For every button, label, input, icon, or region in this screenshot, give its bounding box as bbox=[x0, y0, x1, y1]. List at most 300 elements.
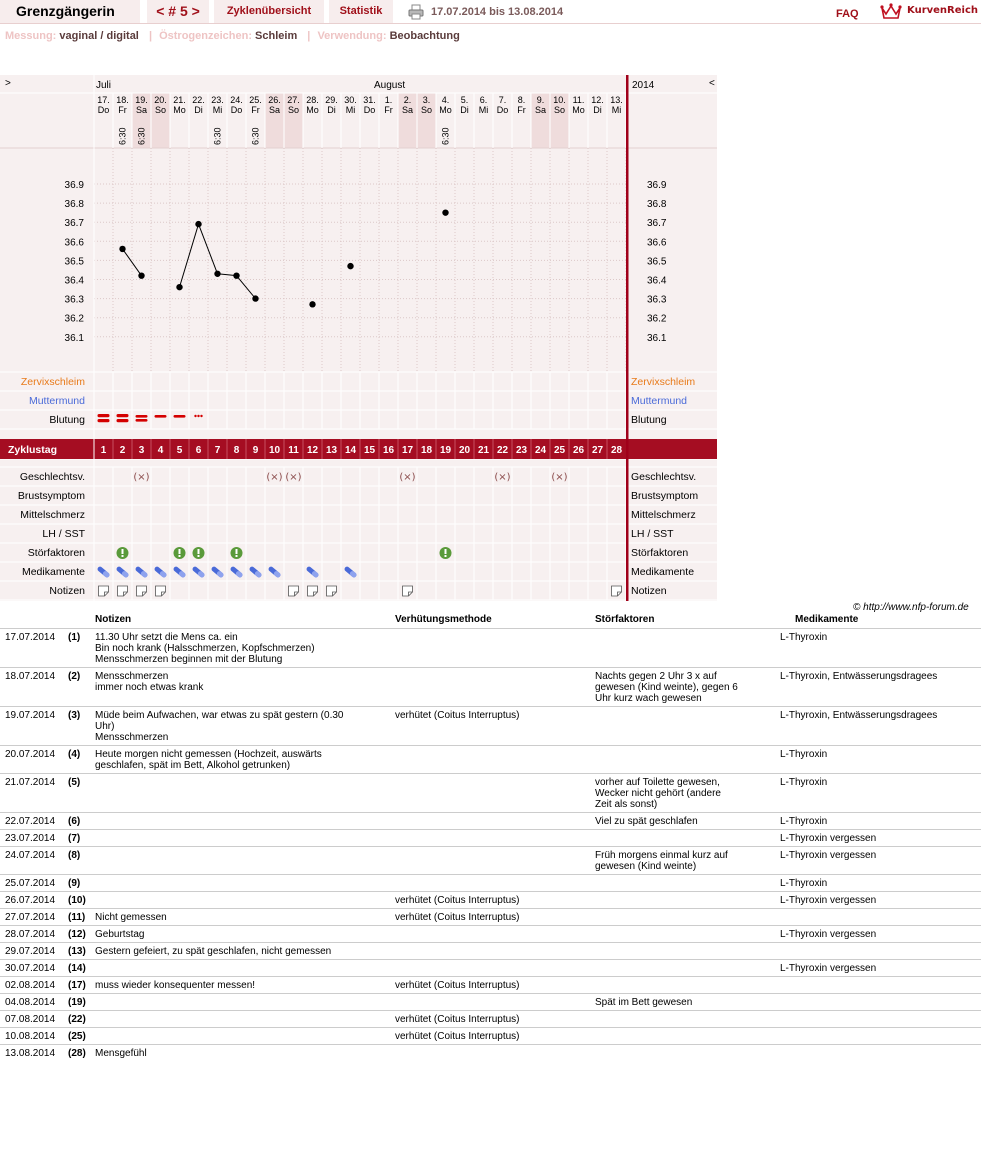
note-date: 02.08.2014 bbox=[5, 980, 56, 991]
pill-icon bbox=[173, 566, 187, 579]
note-medication: L-Thyroxin, Entwässerungsdragees bbox=[780, 671, 938, 682]
note-disturbance: Spät im Bett gewesen bbox=[595, 997, 693, 1008]
temperature-point[interactable] bbox=[176, 284, 182, 290]
note-cycle-day: (14) bbox=[68, 963, 86, 974]
pill-icon bbox=[268, 566, 282, 579]
table-row bbox=[0, 891, 981, 908]
cycle-day-number: 21 bbox=[477, 445, 490, 456]
note-date: 26.07.2014 bbox=[5, 895, 56, 906]
temp-axis-label-right: 36.7 bbox=[647, 218, 667, 230]
header-medication: Medikamente bbox=[795, 614, 859, 625]
day-date: 25. bbox=[249, 95, 262, 105]
pill-icon bbox=[135, 566, 149, 579]
row-label-right: LH / SST bbox=[631, 528, 674, 540]
day-weekday: So bbox=[553, 105, 566, 115]
day-date: 30. bbox=[344, 95, 357, 105]
table-row bbox=[0, 667, 981, 706]
warning-icon bbox=[231, 547, 243, 559]
intercourse-icon bbox=[266, 472, 282, 483]
note-icon[interactable] bbox=[308, 586, 318, 596]
separator: | bbox=[148, 30, 153, 42]
day-date: 2. bbox=[403, 95, 412, 105]
cycle-day-number: 19 bbox=[439, 445, 452, 456]
pill-icon bbox=[344, 566, 358, 579]
cycle-day-number: 14 bbox=[344, 445, 357, 456]
table-row bbox=[0, 874, 981, 891]
tab-cycle-overview[interactable]: Zyklenübersicht bbox=[214, 0, 324, 23]
temperature-point[interactable] bbox=[138, 272, 144, 278]
table-row bbox=[0, 1010, 981, 1027]
day-date: 18. bbox=[116, 95, 129, 105]
day-date: 12. bbox=[591, 95, 604, 105]
cycle-chart-svg bbox=[0, 75, 717, 601]
note-cycle-day: (9) bbox=[68, 878, 81, 889]
note-method: verhütet (Coitus Interruptus) bbox=[395, 710, 520, 721]
cycle-day-number: 27 bbox=[591, 445, 604, 456]
cycle-day-number: 2 bbox=[119, 445, 126, 456]
day-date: 11. bbox=[572, 95, 585, 105]
day-weekday: Sa bbox=[268, 105, 281, 115]
tab-statistics[interactable]: Statistik bbox=[329, 0, 393, 23]
cycle-day-number: 26 bbox=[572, 445, 585, 456]
day-weekday: So bbox=[287, 105, 300, 115]
note-icon[interactable] bbox=[118, 586, 128, 596]
note-icon[interactable] bbox=[289, 586, 299, 596]
month-label: August bbox=[374, 80, 406, 91]
note-cycle-day: (7) bbox=[68, 833, 81, 844]
note-method: verhütet (Coitus Interruptus) bbox=[395, 895, 520, 906]
temp-axis-label-left: 36.7 bbox=[64, 218, 84, 230]
note-cycle-day: (13) bbox=[68, 946, 86, 957]
day-weekday: Mo bbox=[173, 105, 186, 115]
note-cycle-day: (3) bbox=[68, 710, 81, 721]
table-row bbox=[0, 959, 981, 976]
note-cycle-day: (4) bbox=[68, 749, 81, 760]
note-cycle-day: (28) bbox=[68, 1048, 86, 1059]
temp-axis-label-left: 36.4 bbox=[64, 275, 84, 287]
cycle-day-number: 15 bbox=[363, 445, 376, 456]
day-weekday: So bbox=[154, 105, 167, 115]
note-icon[interactable] bbox=[403, 586, 413, 596]
bleeding-icon bbox=[155, 415, 167, 418]
separator: | bbox=[307, 30, 311, 42]
row-label-left: Störfaktoren bbox=[27, 547, 85, 559]
pill-icon bbox=[97, 566, 111, 579]
temp-axis-label-left: 36.2 bbox=[64, 313, 84, 325]
copyright: © http://www.nfp-forum.de bbox=[853, 602, 969, 613]
pill-icon bbox=[249, 566, 263, 579]
day-date: 5. bbox=[460, 95, 469, 105]
note-medication: L-Thyroxin vergessen bbox=[780, 963, 877, 974]
day-weekday: Sa bbox=[135, 105, 148, 115]
day-weekday: Di bbox=[327, 105, 336, 115]
row-label-left: Zervixschleim bbox=[20, 376, 85, 388]
note-date: 13.08.2014 bbox=[5, 1048, 56, 1059]
day-date: 21. bbox=[173, 95, 186, 105]
note-method: verhütet (Coitus Interruptus) bbox=[395, 1031, 520, 1042]
measure-time: 6:30 bbox=[440, 127, 451, 145]
cycle-day-number: 11 bbox=[288, 445, 299, 456]
header-method: Verhütungsmethode bbox=[395, 614, 492, 625]
day-date: 10. bbox=[553, 95, 566, 105]
day-date: 24. bbox=[230, 95, 243, 105]
table-row bbox=[0, 706, 981, 745]
measurement-settings bbox=[5, 30, 463, 42]
temp-axis-label-right: 36.1 bbox=[647, 332, 667, 344]
svg-text:(×): (×) bbox=[399, 472, 416, 483]
warning-icon bbox=[117, 547, 129, 559]
temp-axis-label-left: 36.6 bbox=[64, 237, 84, 249]
row-label-left: Blutung bbox=[49, 414, 85, 426]
note-date: 25.07.2014 bbox=[5, 878, 56, 889]
day-date: 6. bbox=[479, 95, 488, 105]
note-date: 22.07.2014 bbox=[5, 816, 56, 827]
note-cycle-day: (22) bbox=[68, 1014, 86, 1025]
note-cycle-day: (17) bbox=[68, 980, 86, 991]
svg-text:(×): (×) bbox=[285, 472, 302, 483]
note-medication: L-Thyroxin, Entwässerungsdragees bbox=[780, 710, 938, 721]
faq-link[interactable]: FAQ bbox=[836, 8, 859, 20]
note-icon[interactable] bbox=[137, 586, 147, 596]
cycle-day-label: Zyklustag bbox=[8, 444, 58, 456]
nav-next-button[interactable]: < bbox=[709, 78, 715, 89]
header-notes: Notizen bbox=[95, 614, 132, 625]
day-date: 28. bbox=[306, 95, 319, 105]
temperature-point[interactable] bbox=[195, 221, 201, 227]
note-date: 20.07.2014 bbox=[5, 749, 56, 760]
note-disturbance: Früh morgens einmal kurz auf gewesen (Kind weinte) bbox=[595, 850, 728, 872]
note-date: 30.07.2014 bbox=[5, 963, 56, 974]
temperature-point[interactable] bbox=[214, 271, 220, 277]
table-row bbox=[0, 812, 981, 829]
estrogen-label: Östrogenzeichen: bbox=[159, 30, 252, 42]
day-date: 3. bbox=[422, 95, 431, 105]
table-row bbox=[0, 829, 981, 846]
day-date: 29. bbox=[325, 95, 338, 105]
row-label-right: Zervixschleim bbox=[631, 376, 696, 388]
note-medication: L-Thyroxin bbox=[780, 816, 828, 827]
note-cycle-day: (5) bbox=[68, 777, 81, 788]
day-weekday: Mo bbox=[306, 105, 319, 115]
note-icon[interactable] bbox=[99, 586, 109, 596]
row-label-left: Medikamente bbox=[21, 566, 85, 578]
intercourse-icon bbox=[285, 472, 301, 483]
cycle-day-number: 18 bbox=[420, 445, 433, 456]
cycle-day-number: 6 bbox=[195, 445, 202, 456]
printer-icon[interactable] bbox=[408, 4, 424, 20]
note-cycle-day: (8) bbox=[68, 850, 81, 861]
note-icon[interactable] bbox=[156, 586, 166, 596]
day-weekday: Sa bbox=[401, 105, 414, 115]
measure-label: Messung: bbox=[5, 30, 57, 42]
nav-prev-button[interactable]: > bbox=[5, 78, 11, 89]
day-weekday: Mo bbox=[439, 105, 452, 115]
day-date: 19. bbox=[135, 95, 148, 105]
note-icon[interactable] bbox=[327, 586, 337, 596]
cycle-day-number: 10 bbox=[268, 445, 281, 456]
note-icon[interactable] bbox=[612, 586, 622, 596]
note-medication: L-Thyroxin bbox=[780, 878, 828, 889]
note-date: 10.08.2014 bbox=[5, 1031, 56, 1042]
note-text: 11.30 Uhr setzt die Mens ca. ein Bin noch krank (Halsschmerzen, Kopfschmerzen) Mensschmerzen beginnen mit der Blutung bbox=[95, 632, 315, 665]
temp-axis-label-right: 36.8 bbox=[647, 199, 667, 211]
temperature-segment bbox=[199, 224, 218, 274]
day-weekday: Fr bbox=[517, 105, 526, 115]
note-cycle-day: (11) bbox=[68, 912, 86, 923]
note-date: 04.08.2014 bbox=[5, 997, 56, 1008]
row-label-left: Mittelschmerz bbox=[20, 509, 85, 521]
cycle-day-number: 23 bbox=[515, 445, 528, 456]
row-label-left: LH / SST bbox=[42, 528, 85, 540]
temperature-point[interactable] bbox=[252, 295, 258, 301]
measure-time: 6:30 bbox=[117, 127, 128, 145]
note-cycle-day: (12) bbox=[68, 929, 86, 940]
temp-axis-label-right: 36.9 bbox=[647, 180, 667, 191]
intercourse-icon bbox=[399, 472, 415, 483]
table-row bbox=[0, 976, 981, 993]
username: Grenzgängerin bbox=[0, 0, 140, 23]
note-date: 17.07.2014 bbox=[5, 632, 56, 643]
cycle-day-number: 12 bbox=[306, 445, 319, 456]
day-date: 20. bbox=[154, 95, 167, 105]
cycle-day-number: 17 bbox=[401, 445, 414, 456]
pill-icon bbox=[230, 566, 244, 579]
day-date: 17. bbox=[97, 95, 110, 105]
intercourse-icon bbox=[133, 472, 149, 483]
day-date: 26. bbox=[268, 95, 281, 105]
cycle-day-number: 28 bbox=[610, 445, 623, 456]
note-cycle-day: (10) bbox=[68, 895, 86, 906]
day-weekday: Do bbox=[97, 105, 110, 115]
temp-axis-label-right: 36.6 bbox=[647, 237, 667, 249]
header-disturbances: Störfaktoren bbox=[595, 614, 655, 625]
pill-icon bbox=[211, 566, 225, 579]
cycle-day-number: 7 bbox=[214, 445, 221, 456]
bleeding-icon bbox=[117, 414, 129, 422]
note-text: Müde beim Aufwachen, war etwas zu spät gestern (0.30 Uhr) Mensschmerzen bbox=[95, 710, 344, 743]
note-method: verhütet (Coitus Interruptus) bbox=[395, 1014, 520, 1025]
row-label-left: Notizen bbox=[49, 585, 85, 597]
day-weekday: Mi bbox=[345, 105, 356, 115]
day-weekday: Mi bbox=[478, 105, 489, 115]
svg-text:(×): (×) bbox=[494, 472, 511, 483]
day-weekday: Fr bbox=[251, 105, 260, 115]
cycle-day-number: 16 bbox=[382, 445, 395, 456]
note-date: 24.07.2014 bbox=[5, 850, 56, 861]
cycle-day-number: 13 bbox=[325, 445, 338, 456]
day-weekday: Di bbox=[460, 105, 469, 115]
note-cycle-day: (25) bbox=[68, 1031, 86, 1042]
cycle-day-number: 4 bbox=[157, 445, 164, 456]
note-medication: L-Thyroxin vergessen bbox=[780, 929, 877, 940]
day-date: 22. bbox=[192, 95, 205, 105]
table-row bbox=[0, 846, 981, 874]
day-weekday: Do bbox=[496, 105, 509, 115]
note-disturbance: Nachts gegen 2 Uhr 3 x auf gewesen (Kind weinte), gegen 6 Uhr kurz wach gewesen bbox=[595, 671, 738, 704]
note-date: 27.07.2014 bbox=[5, 912, 56, 923]
table-row bbox=[0, 1027, 981, 1044]
logo-text[interactable]: KurvenReich bbox=[907, 5, 979, 16]
temperature-point[interactable] bbox=[233, 272, 239, 278]
day-weekday: Di bbox=[194, 105, 203, 115]
row-label-right: Brustsymptom bbox=[631, 490, 699, 502]
row-label-left: Geschlechtsv. bbox=[19, 471, 85, 483]
note-disturbance: Viel zu spät geschlafen bbox=[595, 816, 698, 827]
cycle-day-number: 9 bbox=[252, 445, 259, 456]
row-label-right: Medikamente bbox=[631, 566, 695, 578]
note-text: Nicht gemessen bbox=[95, 912, 167, 923]
note-cycle-day: (6) bbox=[68, 816, 81, 827]
measure-time: 6:30 bbox=[250, 127, 261, 145]
note-medication: L-Thyroxin bbox=[780, 632, 828, 643]
table-row bbox=[0, 745, 981, 773]
temp-axis-label-right: 36.3 bbox=[647, 294, 667, 306]
day-weekday: Sa bbox=[534, 105, 547, 115]
note-cycle-day: (2) bbox=[68, 671, 81, 682]
note-text: muss wieder konsequenter messen! bbox=[95, 980, 256, 991]
intercourse-icon bbox=[494, 472, 510, 483]
row-label-right: Notizen bbox=[631, 585, 667, 597]
note-date: 21.07.2014 bbox=[5, 777, 56, 788]
note-date: 28.07.2014 bbox=[5, 929, 56, 940]
day-date: 4. bbox=[441, 95, 450, 105]
warning-icon bbox=[193, 547, 205, 559]
temp-axis-label-left: 36.1 bbox=[64, 332, 84, 344]
note-medication: L-Thyroxin vergessen bbox=[780, 850, 877, 861]
note-medication: L-Thyroxin bbox=[780, 749, 828, 760]
estrogen-value: Schleim bbox=[255, 30, 298, 42]
day-date: 7. bbox=[498, 95, 507, 105]
temp-axis-label-left: 36.9 bbox=[64, 180, 84, 191]
cycle-day-number: 5 bbox=[176, 445, 183, 456]
table-row bbox=[0, 908, 981, 925]
warning-icon bbox=[440, 547, 452, 559]
svg-text:(×): (×) bbox=[266, 472, 283, 483]
day-date: 9. bbox=[536, 95, 545, 105]
note-text: Gestern gefeiert, zu spät geschlafen, nicht gemessen bbox=[95, 946, 332, 957]
bleeding-icon bbox=[136, 415, 148, 422]
note-text: Mensgefühl bbox=[95, 1048, 147, 1059]
table-row bbox=[0, 628, 981, 667]
cycle-day-number: 25 bbox=[553, 445, 566, 456]
cycle-navigation[interactable]: < # 5 > bbox=[147, 0, 209, 23]
temp-axis-label-left: 36.3 bbox=[64, 294, 84, 306]
note-text: Mensschmerzen immer noch etwas krank bbox=[95, 671, 204, 693]
temperature-point[interactable] bbox=[309, 301, 315, 307]
intercourse-icon bbox=[551, 472, 567, 483]
usage-value: Beobachtung bbox=[389, 30, 460, 42]
temp-axis-label-left: 36.8 bbox=[64, 199, 84, 211]
day-weekday: Do bbox=[363, 105, 376, 115]
note-medication: L-Thyroxin bbox=[780, 777, 828, 788]
temp-axis-label-left: 36.5 bbox=[64, 256, 84, 268]
note-text: Heute morgen nicht gemessen (Hochzeit, auswärts geschlafen, spät im Bett, Alkohol getrunken) bbox=[95, 749, 322, 771]
bleeding-icon bbox=[174, 415, 186, 418]
measure-time: 6:30 bbox=[212, 127, 223, 145]
day-date: 1. bbox=[384, 95, 393, 105]
day-date: 31. bbox=[363, 95, 376, 105]
note-text: Geburtstag bbox=[95, 929, 145, 940]
cycle-day-number: 3 bbox=[138, 445, 145, 456]
temperature-point[interactable] bbox=[347, 263, 353, 269]
note-cycle-day: (19) bbox=[68, 997, 86, 1008]
pill-icon bbox=[116, 566, 130, 579]
note-date: 23.07.2014 bbox=[5, 833, 56, 844]
day-date: 23. bbox=[211, 95, 224, 105]
usage-label: Verwendung: bbox=[317, 30, 387, 42]
table-row bbox=[0, 773, 981, 812]
cycle-day-number: 24 bbox=[534, 445, 547, 456]
measure-time: 6:30 bbox=[136, 127, 147, 145]
table-row bbox=[0, 1044, 981, 1061]
measure-value: vaginal / digital bbox=[59, 30, 139, 42]
year-label: 2014 bbox=[632, 80, 655, 91]
day-weekday: So bbox=[420, 105, 433, 115]
day-date: 8. bbox=[517, 95, 526, 105]
table-row bbox=[0, 993, 981, 1010]
day-weekday: Do bbox=[230, 105, 243, 115]
note-medication: L-Thyroxin vergessen bbox=[780, 895, 877, 906]
temperature-point[interactable] bbox=[119, 246, 125, 252]
bleeding-icon bbox=[98, 414, 110, 422]
date-range: 17.07.2014 bis 13.08.2014 bbox=[431, 6, 564, 18]
svg-text:(×): (×) bbox=[133, 472, 150, 483]
note-date: 07.08.2014 bbox=[5, 1014, 56, 1025]
temp-axis-label-right: 36.5 bbox=[647, 256, 667, 268]
svg-text:(×): (×) bbox=[551, 472, 568, 483]
note-cycle-day: (1) bbox=[68, 632, 81, 643]
pill-icon bbox=[306, 566, 320, 579]
crown-icon bbox=[880, 2, 902, 20]
cycle-day-number: 22 bbox=[496, 445, 509, 456]
row-label-right: Störfaktoren bbox=[631, 547, 689, 559]
note-date: 18.07.2014 bbox=[5, 671, 56, 682]
cycle-day-number: 8 bbox=[233, 445, 240, 456]
top-bar bbox=[0, 0, 981, 24]
row-label-right: Mittelschmerz bbox=[631, 509, 696, 521]
day-weekday: Fr bbox=[118, 105, 127, 115]
row-label-left: Brustsymptom bbox=[17, 490, 85, 502]
table-row bbox=[0, 925, 981, 942]
warning-icon bbox=[174, 547, 186, 559]
pill-icon bbox=[154, 566, 168, 579]
row-label-right: Muttermund bbox=[631, 395, 688, 407]
day-date: 13. bbox=[610, 95, 623, 105]
row-label-left: Muttermund bbox=[28, 395, 85, 407]
cycle-day-number: 20 bbox=[458, 445, 471, 456]
day-weekday: Mo bbox=[572, 105, 585, 115]
note-date: 29.07.2014 bbox=[5, 946, 56, 957]
day-weekday: Fr bbox=[384, 105, 393, 115]
row-label-right: Geschlechtsv. bbox=[631, 471, 697, 483]
cycle-day-number: 1 bbox=[100, 445, 107, 456]
note-date: 19.07.2014 bbox=[5, 710, 56, 721]
month-label: Juli bbox=[96, 80, 112, 91]
day-weekday: Mi bbox=[611, 105, 622, 115]
day-weekday: Di bbox=[593, 105, 602, 115]
note-method: verhütet (Coitus Interruptus) bbox=[395, 980, 520, 991]
note-disturbance: vorher auf Toilette gewesen, Wecker nicht gehört (andere Zeit als sonst) bbox=[595, 777, 721, 810]
table-row bbox=[0, 942, 981, 959]
temperature-point[interactable] bbox=[442, 209, 448, 215]
note-medication: L-Thyroxin vergessen bbox=[780, 833, 877, 844]
day-date: 27. bbox=[287, 95, 300, 105]
note-method: verhütet (Coitus Interruptus) bbox=[395, 912, 520, 923]
day-weekday: Mi bbox=[212, 105, 223, 115]
temp-axis-label-right: 36.4 bbox=[647, 275, 667, 287]
pill-icon bbox=[192, 566, 206, 579]
temp-axis-label-right: 36.2 bbox=[647, 313, 667, 325]
